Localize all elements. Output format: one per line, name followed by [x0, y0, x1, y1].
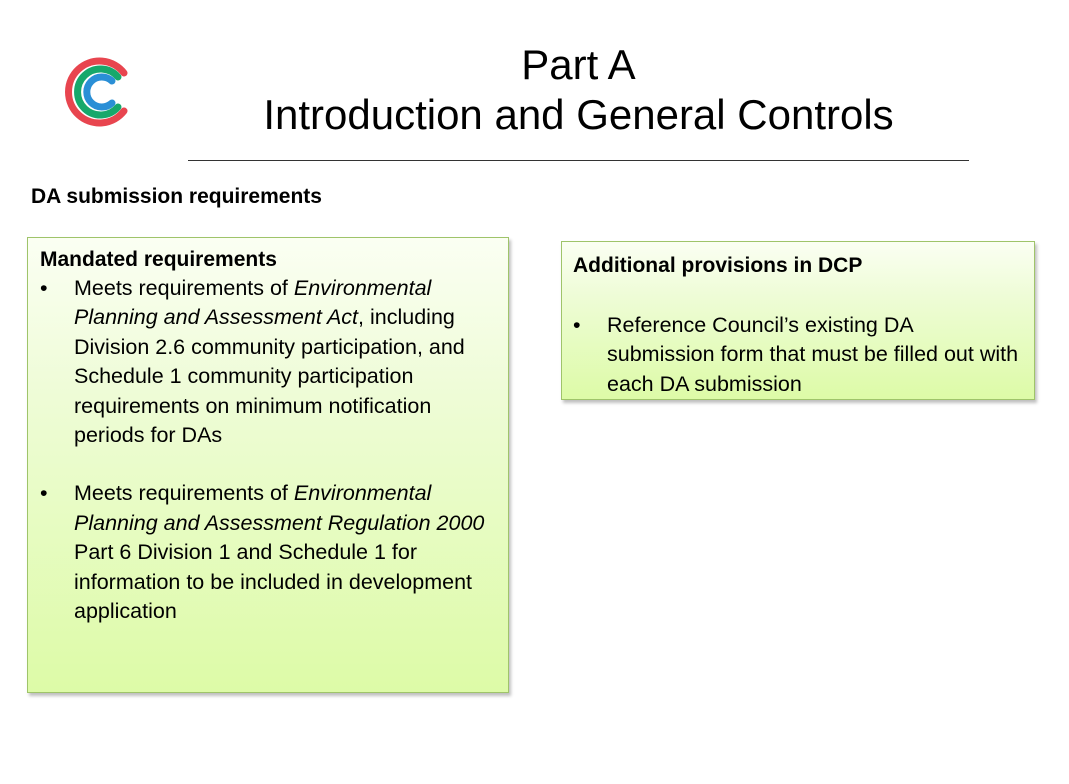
item-text-regulation-name: Environmental Planning and Assessment Regulation 2000 — [74, 481, 485, 535]
list-item-text — [74, 276, 465, 447]
item-text-pre: Meets requirements of — [74, 276, 294, 300]
title-divider — [188, 160, 969, 161]
item-text-pre: Meets requirements of — [74, 481, 294, 506]
item-text-act-name: Environmental Planning and Assessment Act — [74, 276, 432, 330]
list-item-text — [74, 481, 484, 623]
additional-provisions-list — [573, 311, 1024, 399]
mandated-requirements-list — [40, 274, 498, 626]
section-heading: DA submission requirements — [31, 185, 322, 208]
list-item — [40, 479, 498, 626]
item-text-post: Part 6 Division 1 and Schedule 1 for information to be included in development application — [74, 540, 473, 624]
mandated-requirements-box — [27, 237, 509, 693]
bullet-icon: • — [40, 276, 48, 300]
mandated-requirements-title: Mandated requirements — [40, 248, 277, 271]
bullet-icon: • — [573, 313, 581, 337]
page-title — [188, 40, 969, 140]
additional-provisions-box — [561, 241, 1035, 400]
title-line-2: Introduction and General Controls — [263, 91, 894, 138]
bullet-icon: • — [40, 481, 48, 506]
list-item — [40, 274, 498, 450]
list-item-text: Reference Council’s existing DA submission form that must be filled out with each DA submission — [607, 313, 1019, 396]
item-text-post: , including Division 2.6 community participation, and Schedule 1 community participation requirements on minimum notification periods for DAs — [74, 305, 465, 448]
council-c-logo-icon — [64, 56, 132, 128]
additional-provisions-title: Additional provisions in DCP — [573, 254, 863, 277]
list-item — [573, 311, 1024, 399]
title-line-1: Part A — [521, 41, 636, 88]
